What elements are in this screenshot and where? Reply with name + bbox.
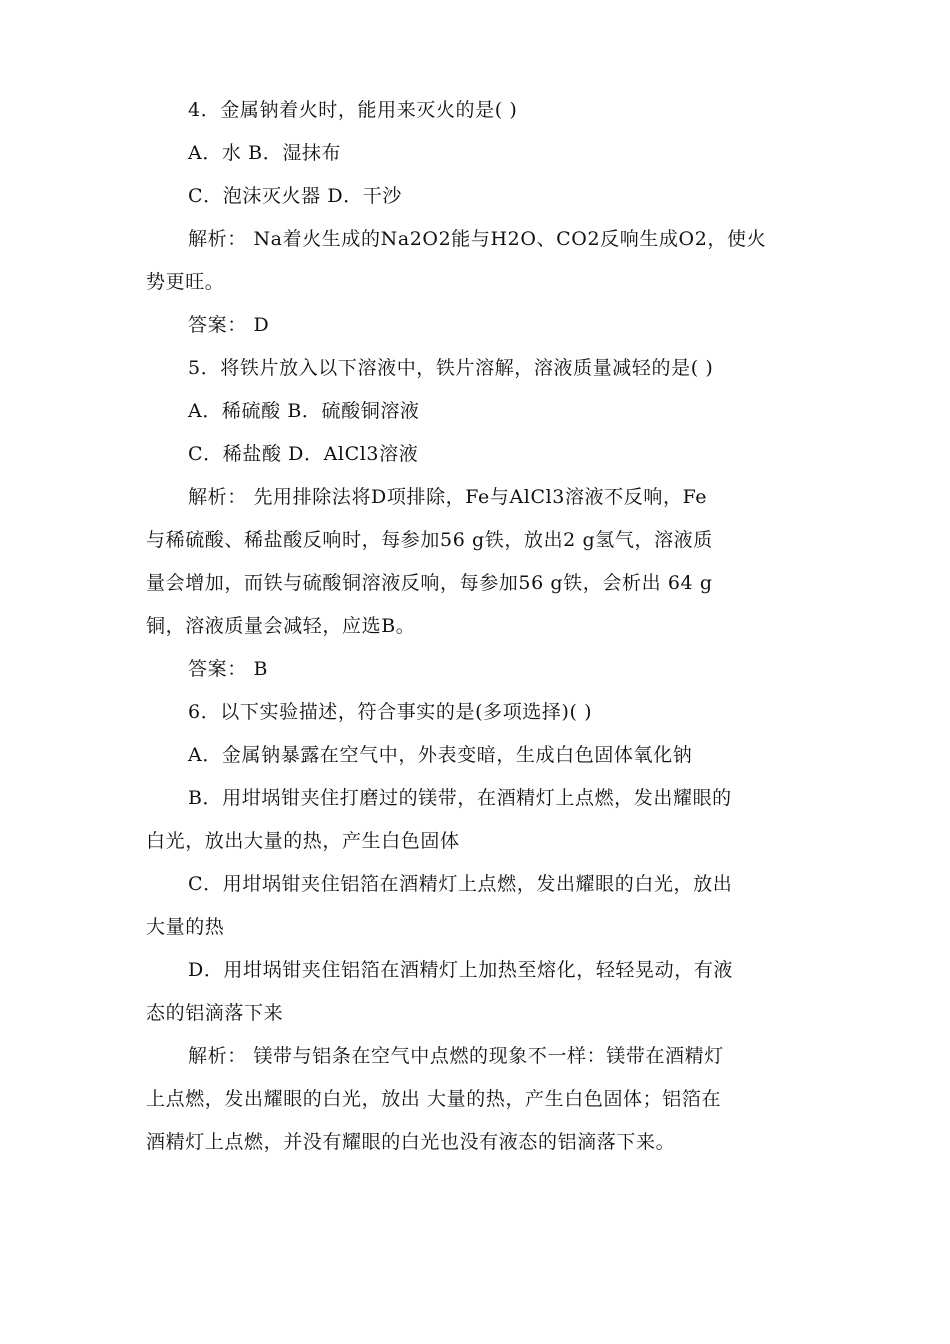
question-5-options-cd: C．稀盐酸 D．AlCl3溶液 [188, 443, 419, 465]
question-4-analysis-cont: 势更旺。 [146, 271, 225, 293]
question-6-option-a: A．金属钠暴露在空气中，外表变暗，生成白色固体氧化钠 [188, 744, 693, 766]
question-4-answer: 答案： D [188, 314, 270, 336]
question-4-stem: 4．金属钠着火时，能用来灭火的是( ) [188, 99, 518, 121]
question-6-analysis-cont: 酒精灯上点燃，并没有耀眼的白光也没有液态的铝滴落下来。 [146, 1131, 676, 1153]
question-6-analysis-cont: 上点燃，发出耀眼的白光，放出 大量的热，产生白色固体；铝箔在 [146, 1088, 722, 1110]
question-5-analysis-cont: 铜，溶液质量会减轻，应选B。 [146, 615, 416, 637]
question-5-stem: 5．将铁片放入以下溶液中，铁片溶解，溶液质量减轻的是( ) [188, 357, 714, 379]
question-6-analysis: 解析： 镁带与铝条在空气中点燃的现象不一样：镁带在酒精灯 [188, 1045, 724, 1067]
question-6-option-b: B．用坩埚钳夹住打磨过的镁带，在酒精灯上点燃，发出耀眼的 [188, 787, 732, 809]
question-4-options-cd: C．泡沫灭火器 D．干沙 [188, 185, 403, 207]
question-5-analysis: 解析： 先用排除法将D项排除，Fe与AlCl3溶液不反响，Fe [188, 486, 708, 508]
question-6-option-d-cont: 态的铝滴落下来 [146, 1002, 284, 1024]
question-5-options-ab: A．稀硫酸 B．硫酸铜溶液 [188, 400, 420, 422]
question-5-analysis-cont: 量会增加，而铁与硫酸铜溶液反响，每参加56 g铁，会析出 64 g [146, 572, 713, 594]
question-6-stem: 6．以下实验描述，符合事实的是(多项选择)( ) [188, 701, 593, 723]
question-6-option-d: D．用坩埚钳夹住铝箔在酒精灯上加热至熔化，轻轻晃动，有液 [188, 959, 734, 981]
question-5-answer: 答案： B [188, 658, 269, 680]
question-6-option-c-cont: 大量的热 [146, 916, 225, 938]
question-4-options-ab: A．水 B．湿抹布 [188, 142, 342, 164]
question-6-option-b-cont: 白光，放出大量的热，产生白色固体 [146, 830, 460, 852]
question-6-option-c: C．用坩埚钳夹住铝箔在酒精灯上点燃，发出耀眼的白光，放出 [188, 873, 733, 895]
document-page [146, 89, 806, 1164]
question-5-analysis-cont: 与稀硫酸、稀盐酸反响时，每参加56 g铁，放出2 g氢气，溶液质 [146, 529, 713, 551]
question-4-analysis: 解析： Na着火生成的Na2O2能与H2O、CO2反响生成O2，使火 [188, 228, 767, 250]
